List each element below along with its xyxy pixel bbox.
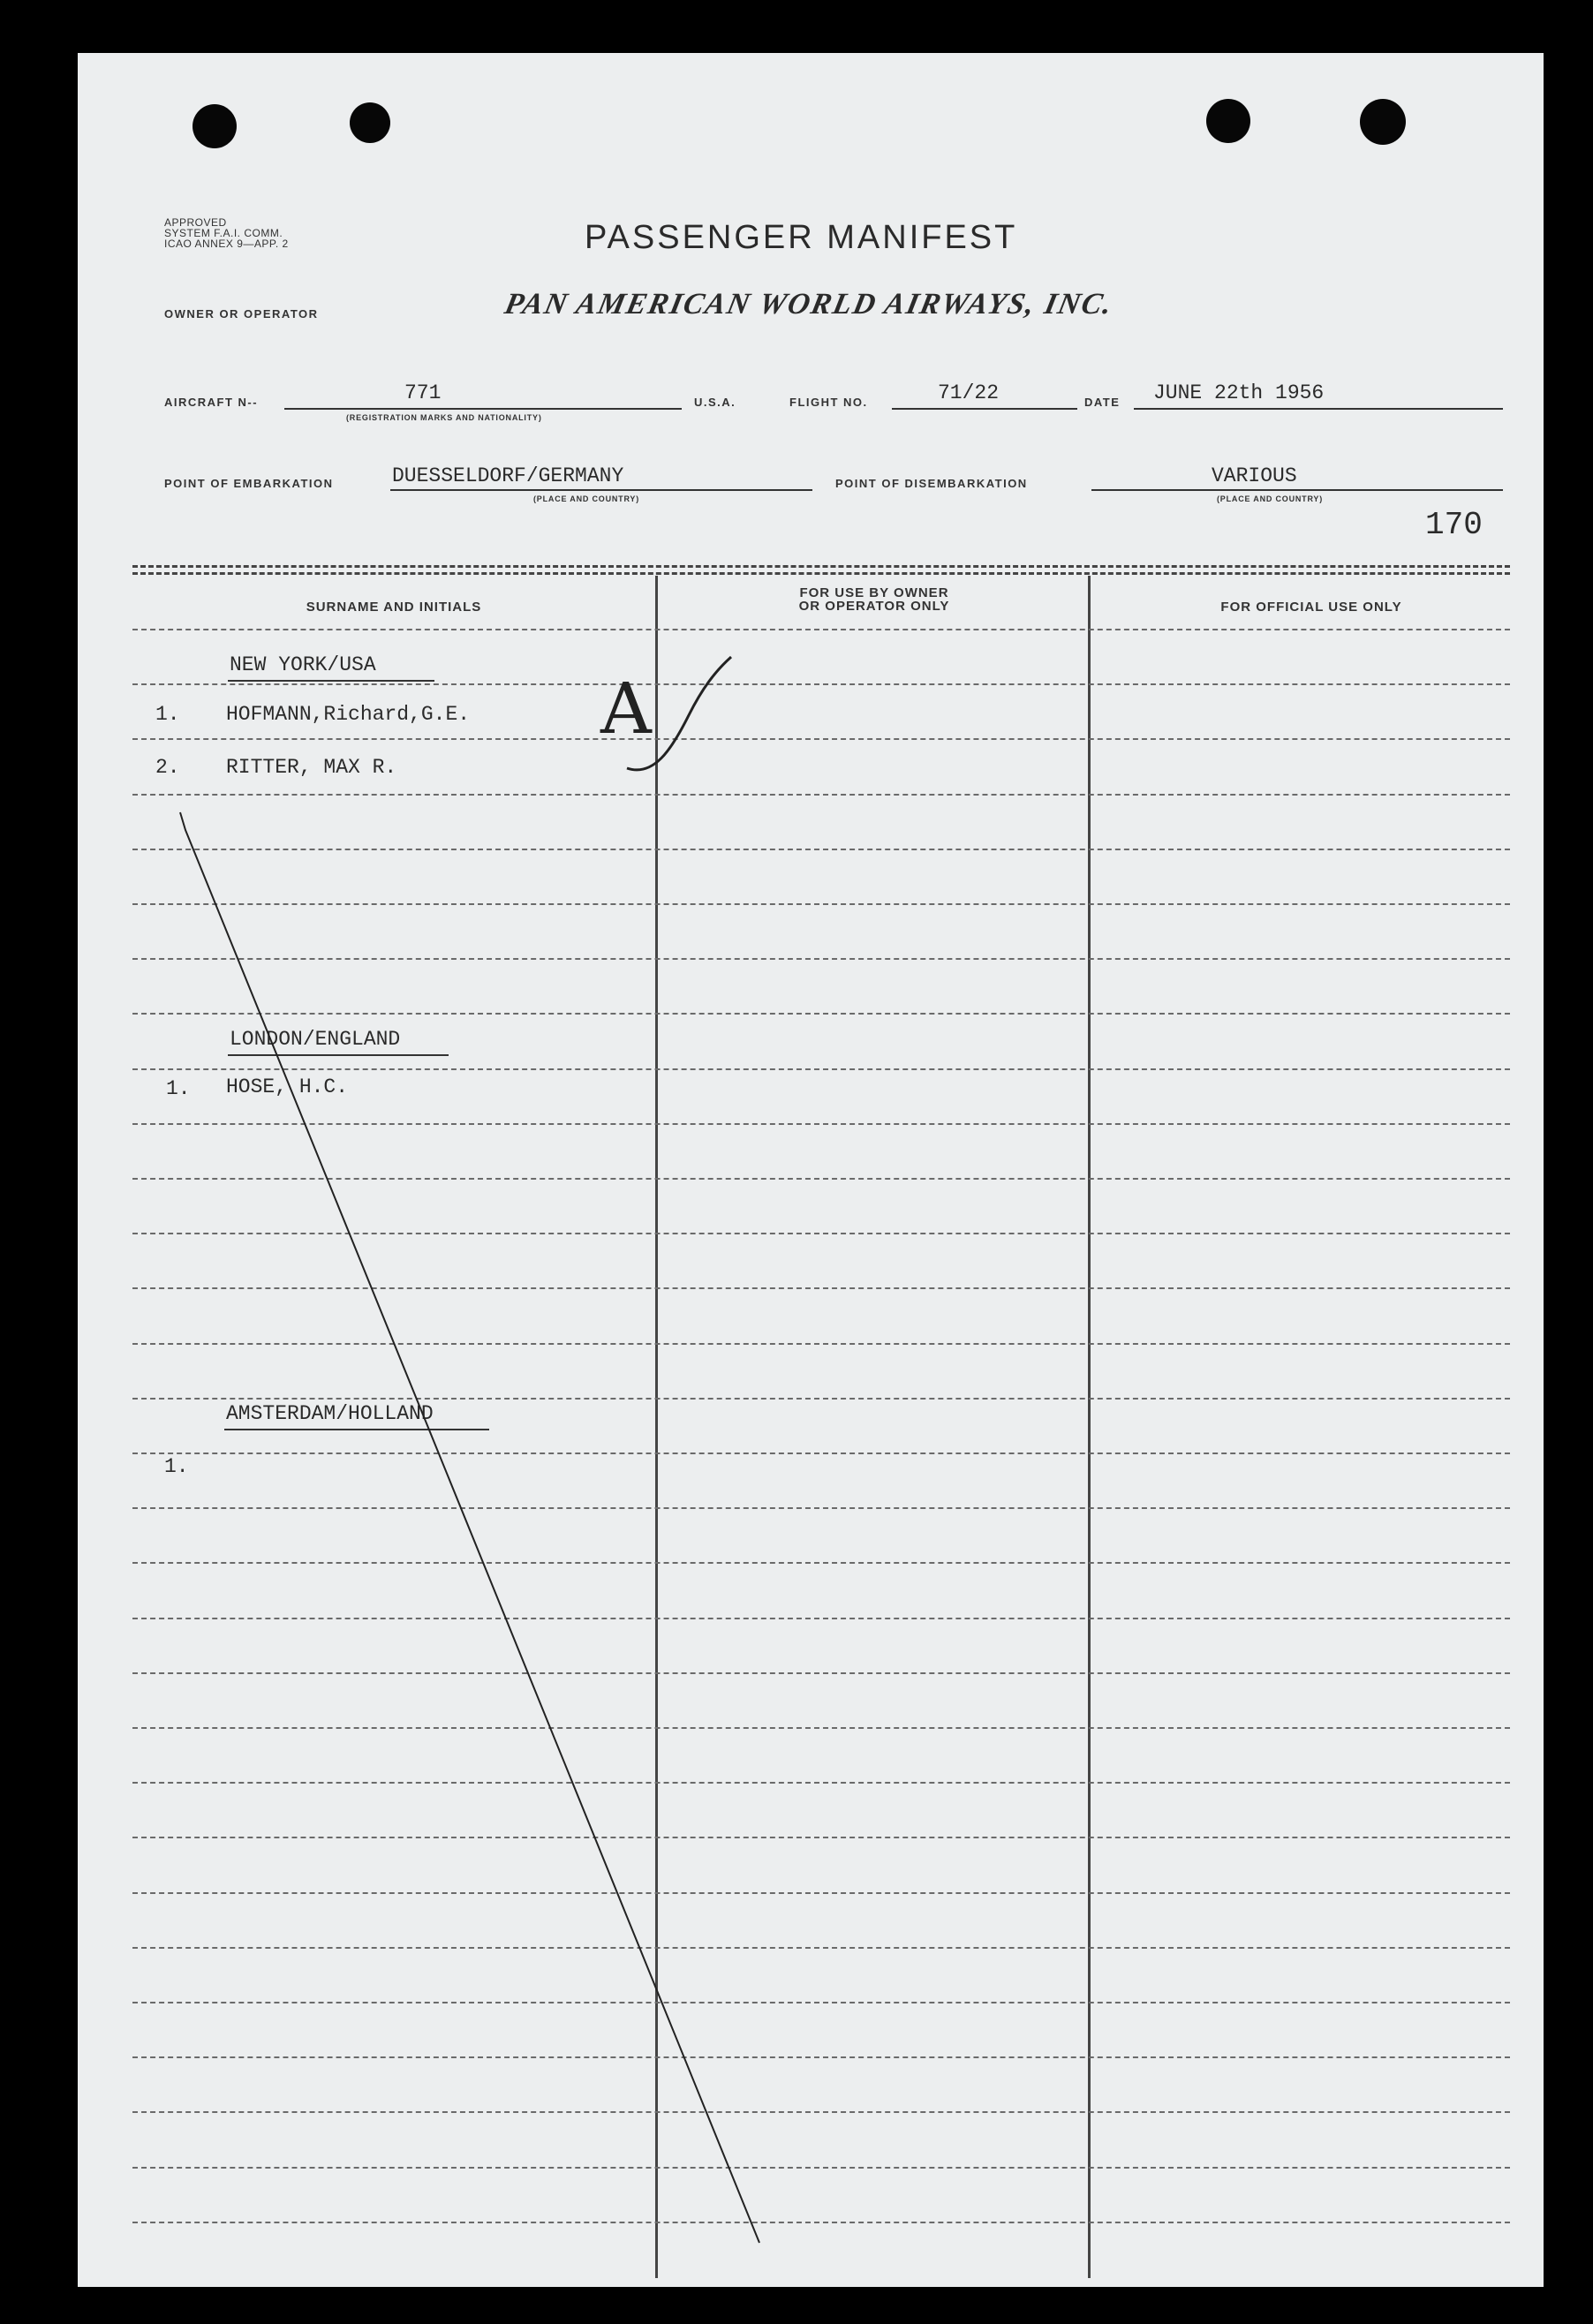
destination-heading: AMSTERDAM/HOLLAND bbox=[226, 1402, 434, 1425]
entry-name: RITTER, MAX R. bbox=[226, 756, 397, 779]
registration-caption: (REGISTRATION MARKS AND NATIONALITY) bbox=[346, 413, 542, 422]
entry-number: 1. bbox=[166, 1077, 191, 1100]
destination-heading: LONDON/ENGLAND bbox=[230, 1028, 401, 1051]
form-title: PASSENGER MANIFEST bbox=[585, 219, 1018, 256]
column-header-owner-use-line: FOR USE BY OWNER bbox=[799, 585, 949, 600]
disembarkation-value: VARIOUS bbox=[1212, 464, 1297, 487]
entry-number: 1. bbox=[164, 1455, 189, 1478]
date-label: DATE bbox=[1084, 396, 1121, 409]
aircraft-value: 771 bbox=[404, 381, 442, 404]
disembarkation-label: POINT OF DISEMBARKATION bbox=[835, 477, 1028, 490]
owner-label: OWNER OR OPERATOR bbox=[164, 307, 319, 321]
embarkation-value: DUESSELDORF/GERMANY bbox=[392, 464, 624, 487]
column-header-owner-use-line: OR OPERATOR ONLY bbox=[798, 599, 950, 614]
destination-heading: NEW YORK/USA bbox=[230, 653, 376, 676]
column-header-official-use: FOR OFFICIAL USE ONLY bbox=[1220, 600, 1402, 615]
date-value: JUNE 22th 1956 bbox=[1153, 381, 1325, 404]
entry-number: 1. bbox=[155, 703, 180, 726]
page-number: 170 bbox=[1425, 507, 1483, 543]
column-header-surname: SURNAME AND INITIALS bbox=[306, 600, 482, 615]
embarkation-caption: (PLACE AND COUNTRY) bbox=[533, 494, 640, 503]
disembarkation-caption: (PLACE AND COUNTRY) bbox=[1217, 494, 1324, 503]
aircraft-label: AIRCRAFT N-- bbox=[164, 396, 259, 409]
entry-number: 2. bbox=[155, 756, 180, 779]
entry-name: HOFMANN,Richard,G.E. bbox=[226, 703, 471, 726]
company-name: PAN AMERICAN WORLD AIRWAYS, INC. bbox=[502, 288, 1117, 321]
approval-line: ICAO ANNEX 9—APP. 2 bbox=[164, 238, 289, 250]
country-label: U.S.A. bbox=[694, 396, 736, 409]
handwritten-letter: A bbox=[600, 668, 652, 750]
strike-line-stroke bbox=[180, 812, 759, 2243]
approval-line: SYSTEM F.A.I. COMM. bbox=[164, 227, 283, 239]
flight-label: FLIGHT NO. bbox=[789, 396, 868, 409]
flight-value: 71/22 bbox=[938, 381, 1000, 404]
embarkation-label: POINT OF EMBARKATION bbox=[164, 477, 334, 490]
entry-name: HOSE, H.C. bbox=[226, 1075, 349, 1098]
approval-line: APPROVED bbox=[164, 216, 227, 229]
